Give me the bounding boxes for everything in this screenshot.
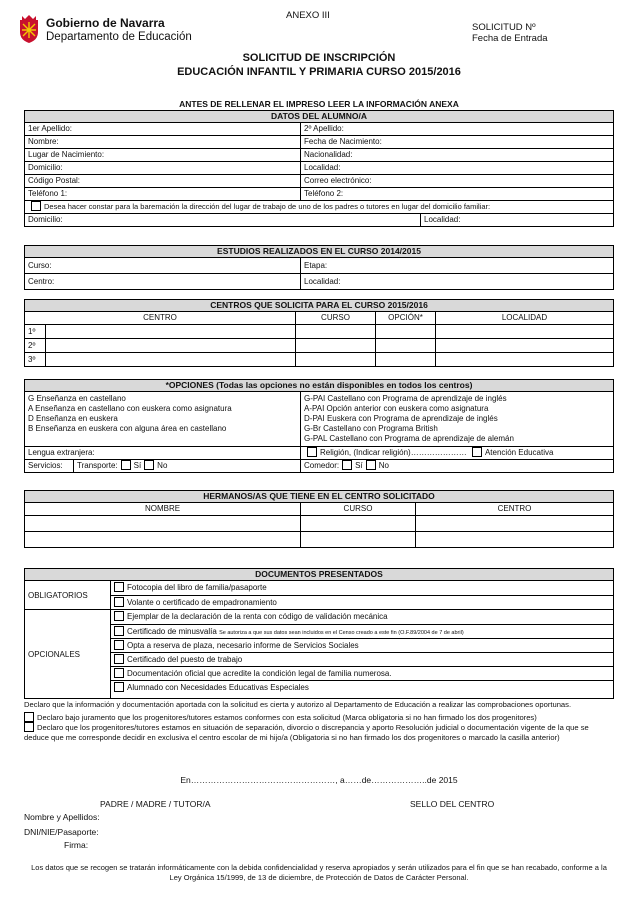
opcion-item: D Enseñanza en euskera (28, 414, 118, 423)
opcion-item: G-PAI Castellano con Programa de aprendizaje de inglés (304, 394, 507, 403)
estudios-section (24, 245, 614, 290)
centro-3-input[interactable] (45, 353, 295, 366)
transporte-label: Transporte: (77, 461, 118, 470)
doc-item: Opta a reserva de plaza, necesario informe de Servicios Sociales (127, 641, 359, 650)
row-label-3: 3º (28, 355, 36, 364)
opcion-item: G-PAL Castellano con Programa de aprendizaje de alemán (304, 434, 514, 443)
alumno-section (24, 110, 614, 227)
firma-field[interactable]: Firma: (64, 840, 89, 850)
opcion-1-input[interactable] (375, 325, 435, 338)
field-centro[interactable]: Centro: (28, 277, 55, 286)
solicitud-box (472, 22, 548, 44)
centros-section (24, 299, 614, 367)
minusvalia-note: Se autoriza a que sus datos sean incluidos en el Censo creado a este fin (O.F.89/2004 de 7 de abril) (219, 630, 464, 636)
checkbox-icon[interactable] (342, 460, 352, 470)
field-domicilio-trabajo[interactable]: Domicilio: (28, 215, 63, 224)
opcion-item: D-PAI Euskera con Programa de aprendizaje de inglés (304, 414, 498, 423)
checkbox-icon[interactable] (114, 626, 124, 636)
obligatorios-label: OBLIGATORIOS (28, 590, 88, 600)
opcion-item: A-PAI Opción anterior con euskera como asignatura (304, 404, 489, 413)
field-apellido1[interactable]: 1er Apellido: (28, 124, 73, 133)
checkbox-icon[interactable] (114, 654, 124, 664)
row-label-1: 1º (28, 327, 36, 336)
opcionales-label: OPCIONALES (28, 649, 81, 659)
comedor-no: No (378, 461, 389, 470)
servicios-label: Servicios: (28, 461, 63, 470)
doc-item: Ejemplar de la declaración de la renta con código de validación mecánica (127, 612, 388, 621)
curso-1-input[interactable] (295, 325, 375, 338)
checkbox-icon[interactable] (366, 460, 376, 470)
checkbox-icon[interactable] (307, 447, 317, 457)
doc-item: Volante o certificado de empadronamiento (127, 598, 277, 607)
checkbox-icon[interactable] (121, 460, 131, 470)
hermanos-header: HERMANOS/AS QUE TIENE EN EL CENTRO SOLICITADO (25, 491, 613, 503)
fecha-lugar[interactable]: En……………………………………………, a……de………………..de 2015 (180, 775, 458, 785)
doc-item: Alumnado con Necesidades Educativas Especiales (127, 683, 309, 692)
checkbox-icon[interactable] (24, 722, 34, 732)
fecha-entrada-label: Fecha de Entrada (472, 33, 548, 44)
field-localidad-trabajo[interactable]: Localidad: (420, 214, 613, 226)
hermano-1-nombre[interactable] (25, 516, 300, 531)
localidad-3-input[interactable] (435, 353, 613, 366)
navarra-shield-icon (18, 14, 40, 44)
logo-line2: Departamento de Educación (46, 31, 192, 43)
opcion-item: A Enseñanza en castellano con euskera como asignatura (28, 404, 232, 413)
dni-field[interactable]: DNI/NIE/Pasaporte: (24, 827, 99, 837)
opciones-right (300, 392, 613, 446)
field-telefono2[interactable]: Teléfono 2: (300, 188, 613, 200)
declaracion-1: Declaro que la información y documentación aportada con la solicitud es cierta y autorizo al Departamento de Educación a realizar las comprobaciones oportunas. (24, 700, 572, 709)
alumno-header: DATOS DEL ALUMNO/A (25, 111, 613, 123)
col-curso: CURSO (295, 312, 375, 324)
opcion-item: B Enseñanza en euskera con alguna área en castellano (28, 424, 227, 433)
checkbox-icon[interactable] (114, 682, 124, 692)
centro-1-input[interactable] (45, 325, 295, 338)
checkbox-icon[interactable] (114, 640, 124, 650)
field-nacionalidad[interactable]: Nacionalidad: (300, 149, 613, 161)
hermano-2-centro[interactable] (415, 532, 613, 547)
trabajo-checkbox-label: Desea hacer constar para la baremación la dirección del lugar de trabajo de uno de los padres o tutores en lugar del domicilio familiar: (44, 202, 491, 211)
transporte-si: Sí (133, 461, 142, 470)
opcion-item: G-Br Castellano con Programa British (304, 424, 438, 433)
nombre-firma-field[interactable]: Nombre y Apellidos: (24, 812, 100, 822)
opcion-2-input[interactable] (375, 339, 435, 352)
row-label-2: 2º (28, 341, 36, 350)
opciones-left (25, 392, 300, 446)
opcion-item: G Enseñanza en castellano (28, 394, 126, 403)
documentos-header: DOCUMENTOS PRESENTADOS (25, 569, 613, 581)
centros-header: CENTROS QUE SOLICITA PARA EL CURSO 2015/2016 (25, 300, 613, 312)
navarra-logo (18, 14, 198, 48)
opcion-3-input[interactable] (375, 353, 435, 366)
localidad-1-input[interactable] (435, 325, 613, 338)
declaracion-3: Declaro que los progenitores/tutores estamos en situación de separación, divorcio o discrepancia y aporto Resolución judicial o documentación vigente de la que se deduce que me corresponde decidir en exclusiva el centro escolar de mi hijo/a (Obligatoria si no han firmado los dos progenitores o marcado la casilla anterior) (24, 723, 589, 742)
col-opcion: OPCIÓN* (375, 312, 435, 324)
declaracion-2: Declaro bajo juramento que los progenitores/tutores estamos conformes con esta solicitud (Marca obligatoria si no han firmado los dos progenitores) (37, 712, 537, 722)
col-nombre: NOMBRE (144, 504, 181, 513)
sello-label: SELLO DEL CENTRO (410, 799, 495, 809)
doc-item: Fotocopia del libro de familia/pasaporte (127, 583, 267, 592)
field-email[interactable]: Correo electrónico: (300, 175, 613, 187)
curso-2-input[interactable] (295, 339, 375, 352)
doc-item: Certificado de minusvalía (127, 627, 217, 636)
atencion-label: Atención Educativa (484, 448, 554, 457)
page-subtitle: EDUCACIÓN INFANTIL Y PRIMARIA CURSO 2015/2016 (177, 66, 461, 78)
checkbox-icon[interactable] (114, 582, 124, 592)
field-apellido2[interactable]: 2º Apellido: (300, 123, 613, 135)
checkbox-icon[interactable] (114, 597, 124, 607)
anexo-label: ANEXO III (286, 10, 330, 21)
col-curso-hermano: CURSO (300, 503, 415, 515)
field-lugar-nacimiento[interactable]: Lugar de Nacimiento: (28, 150, 105, 159)
field-codigo-postal[interactable]: Código Postal: (28, 176, 81, 185)
col-centro-hermano: CENTRO (415, 503, 613, 515)
field-localidad[interactable]: Localidad: (300, 162, 613, 174)
doc-item: Documentación oficial que acredite la condición legal de familia numerosa. (127, 669, 392, 678)
field-curso[interactable]: Curso: (28, 261, 52, 270)
field-etapa[interactable]: Etapa: (300, 258, 613, 273)
centro-2-input[interactable] (45, 339, 295, 352)
field-nombre[interactable]: Nombre: (28, 137, 59, 146)
hermanos-section (24, 490, 614, 548)
religion-label: Religión, (Indicar religión)………………… (320, 448, 467, 457)
comedor-si: Sí (355, 461, 363, 470)
estudios-header: ESTUDIOS REALIZADOS EN EL CURSO 2014/2015 (25, 246, 613, 258)
field-domicilio[interactable]: Domicilio: (28, 163, 63, 172)
hermano-2-nombre[interactable] (25, 532, 300, 547)
curso-3-input[interactable] (295, 353, 375, 366)
solicitud-number-label: SOLICITUD Nº (472, 22, 536, 33)
checkbox-icon[interactable] (31, 201, 41, 211)
documentos-section (24, 568, 614, 699)
declaraciones (24, 700, 614, 742)
col-localidad: LOCALIDAD (435, 312, 613, 324)
localidad-2-input[interactable] (435, 339, 613, 352)
hermano-1-centro[interactable] (415, 516, 613, 531)
transporte-no: No (157, 461, 168, 470)
opciones-header: *OPCIONES (Todas las opciones no están disponibles en todos los centros) (25, 380, 613, 392)
checkbox-icon[interactable] (472, 447, 482, 457)
field-localidad-estudios[interactable]: Localidad: (300, 274, 613, 289)
checkbox-icon[interactable] (114, 611, 124, 621)
footer-notice: Los datos que se recogen se tratarán informáticamente con la debida confidencialidad y reserva apropiados y serán utilizados para el fin que se han recabado, conforme a la Ley Orgánica 15/1999, de 13 de diciembre, de Protección de Datos de Carácter Personal. (31, 863, 607, 882)
opciones-section (24, 379, 614, 473)
checkbox-icon[interactable] (114, 668, 124, 678)
hermano-1-curso[interactable] (300, 516, 415, 531)
logo-line1: Gobierno de Navarra (46, 16, 165, 30)
comedor-label: Comedor: (304, 461, 340, 470)
checkbox-icon[interactable] (24, 712, 34, 722)
checkbox-icon[interactable] (144, 460, 154, 470)
padre-label: PADRE / MADRE / TUTOR/A (100, 799, 211, 809)
field-telefono1[interactable]: Teléfono 1: (28, 189, 68, 198)
hermano-2-curso[interactable] (300, 532, 415, 547)
page-title: SOLICITUD DE INSCRIPCIÓN (242, 52, 396, 64)
field-fecha-nacimiento[interactable]: Fecha de Nacimiento: (300, 136, 613, 148)
doc-item: Certificado del puesto de trabajo (127, 655, 243, 664)
col-centro: CENTRO (143, 313, 177, 322)
field-lengua-extranjera[interactable]: Lengua extranjera: (28, 448, 95, 457)
notice-text: ANTES DE RELLENAR EL IMPRESO LEER LA INFORMACIÓN ANEXA (179, 99, 459, 109)
